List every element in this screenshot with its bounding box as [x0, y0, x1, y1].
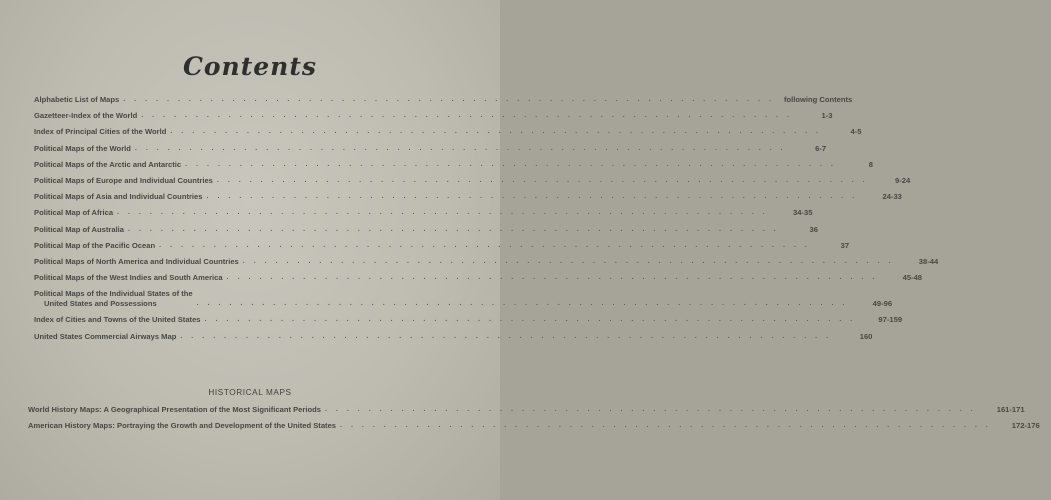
dot-leader: ............................................................ — [196, 300, 854, 308]
dot-leader: ............................................................ — [180, 332, 838, 340]
entry-title-text: American History Maps: Portraying the Growth and Development of the United States — [28, 421, 337, 431]
page-number: 172-176 — [1011, 421, 1040, 431]
entry-title-continuation: United States and Possessions — [44, 299, 157, 309]
entry-title-text: World History Maps: A Geographical Presentation of the Most Significant Periods — [28, 405, 321, 414]
page-number: 45-48 — [902, 273, 923, 283]
contents-entry — [34, 224, 818, 235]
contents-entry — [28, 421, 1040, 431]
page-number: 38-44 — [918, 256, 939, 266]
entry-title-text: Gazetteer-Index of the World — [34, 111, 138, 121]
dot-leader: ............................................................ — [141, 112, 798, 120]
page-number: 6-7 — [815, 143, 827, 153]
contents-entry — [34, 111, 833, 121]
entry-title — [34, 208, 113, 218]
dot-leader: ............................................................ — [324, 406, 982, 413]
entry-title — [34, 95, 119, 105]
dot-leader: ............................................................ — [117, 209, 774, 217]
entry-title — [34, 176, 213, 186]
entry-title — [34, 257, 239, 267]
entry-title-text: Political Maps of Asia and Individual Countries — [34, 192, 203, 202]
contents-entry — [34, 95, 853, 105]
page-number: 160 — [859, 331, 873, 341]
contents-entry — [34, 256, 939, 267]
dot-leader: ............................................................ — [134, 144, 792, 152]
contents-entry — [34, 331, 873, 342]
historical-maps-list — [28, 405, 1040, 437]
entry-title — [34, 144, 131, 154]
dot-leader: ............................................................ — [170, 128, 828, 136]
page-number: 9-24 — [895, 175, 911, 185]
page-number: 37 — [840, 240, 850, 250]
contents-entry — [34, 143, 827, 154]
dot-leader: ............................................................ — [159, 241, 816, 249]
entry-title — [34, 273, 223, 283]
contents-entry — [34, 273, 923, 283]
entry-title-text: Index of Cities and Towns of the United States — [34, 315, 201, 325]
dot-leader: ............................................................ — [340, 422, 997, 430]
page-number: 97-159 — [878, 315, 903, 325]
entry-title — [28, 405, 321, 415]
dot-leader: ............................................................ — [206, 193, 864, 201]
dot-leader: ............................................................ — [216, 176, 874, 184]
page-number: 36 — [809, 224, 818, 234]
page-number: 8 — [868, 159, 873, 169]
contents-list — [34, 95, 939, 348]
entry-title-text: Political Map of Australia — [34, 224, 125, 234]
entry-title-text: Alphabetic List of Maps — [34, 95, 120, 104]
entry-title-text: Political Map of the Pacific Ocean — [34, 240, 156, 250]
contents-entry — [34, 289, 893, 309]
contents-entry — [34, 175, 911, 186]
entry-title-text: United States Commercial Airways Map — [34, 331, 177, 341]
contents-entry — [34, 127, 862, 137]
entry-title — [34, 225, 124, 235]
page-title: Contents — [182, 52, 317, 81]
page-number: 49-96 — [872, 299, 893, 309]
dot-leader: ............................................................ — [128, 225, 785, 233]
entry-title-text: Political Maps of North America and Individual Countries — [34, 256, 239, 266]
dot-leader: ............................................................ — [226, 274, 884, 282]
page-number: following Contents — [783, 95, 853, 104]
contents-entry — [34, 159, 873, 170]
page-number: 24-33 — [882, 192, 902, 202]
entry-title-text: Political Maps of the Arctic and Antarctic — [34, 159, 182, 169]
contents-entry — [34, 315, 903, 325]
dot-leader: ............................................................ — [204, 316, 862, 324]
contents-entry — [34, 240, 850, 251]
entry-title — [28, 421, 336, 431]
dot-leader: ............................................................ — [123, 96, 780, 103]
entry-title-text: Political Maps of Europe and Individual Countries — [34, 175, 213, 185]
entry-title — [34, 332, 176, 342]
entry-title-text: Political Maps of the Individual States of the — [34, 289, 193, 299]
dot-leader: ............................................................ — [185, 160, 842, 168]
entry-title — [34, 111, 137, 121]
entry-title — [34, 289, 193, 309]
dot-leader: ............................................................ — [242, 257, 900, 265]
entry-title-text: Political Map of Africa — [34, 208, 114, 218]
contents-entry — [34, 192, 902, 202]
page-number: 1-3 — [821, 111, 833, 121]
contents-entry — [34, 208, 813, 218]
contents-entry — [28, 405, 1025, 415]
entry-title — [34, 192, 203, 202]
entry-title — [34, 241, 155, 251]
historical-maps-heading: HISTORICAL MAPS — [208, 388, 292, 397]
entry-title-text: Index of Principal Cities of the World — [34, 127, 167, 137]
page-number: 4-5 — [850, 127, 862, 137]
entry-title-text: Political Maps of the West Indies and South America — [34, 273, 223, 283]
entry-title — [34, 127, 166, 137]
page-number: 34-35 — [793, 208, 813, 218]
page-number: 161-171 — [996, 405, 1025, 414]
entry-title-text: Political Maps of the World — [34, 143, 131, 153]
entry-title — [34, 315, 201, 325]
entry-title — [34, 160, 181, 170]
